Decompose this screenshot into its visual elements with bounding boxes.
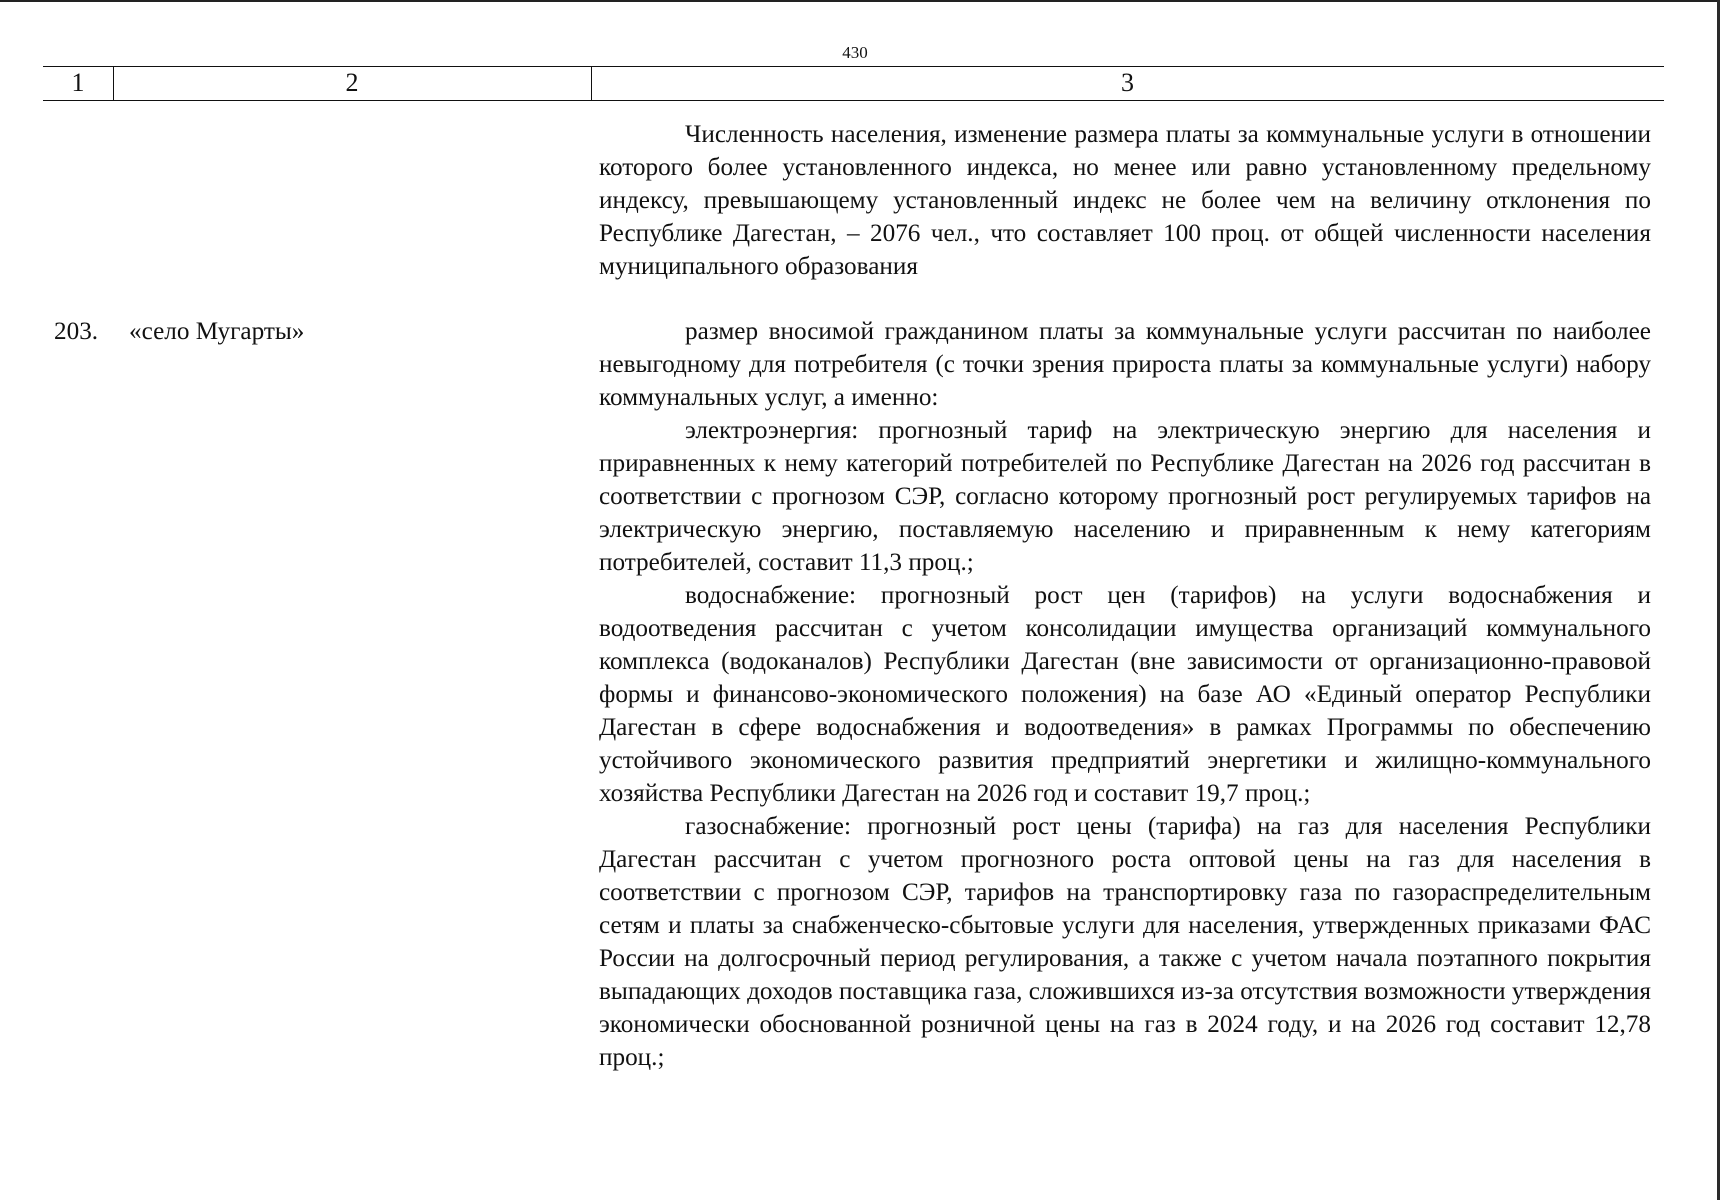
paragraph: электроэнергия: прогнозный тариф на электрическую энергию для населения и приравненных к нему категорий потребителей по Республике Дагестан на 2026 год рассчитан в соответствии с прогнозом СЭР, согласно которому прогнозный рост регулируемых тарифов на электрическую энергию, поставляемую населению и приравненным к нему категориям потребителей, составит 11,3 проц.; bbox=[599, 417, 1651, 576]
paragraph: газоснабжение: прогнозный рост цены (тарифа) на газ для населения Республики Дагестан рассчитан с учетом прогнозного роста оптовой цены на газ для населения в соответствии с прогнозом СЭР, тарифов на транспортировку газа по газораспределительным сетям и платы за снабженческо-сбытовые услуги для населения, утвержденных приказами ФАС России на долгосрочный период регулирования, а также с учетом начала поэтапного покрытия выпадающих доходов поставщика газа, сложившихся из-за отсутствия возможности утверждения экономически обоснованной розничной цены на газ в 2024 году, и на 2026 год составит 12,78 проц.; bbox=[599, 813, 1651, 1071]
paragraph: Численность населения, изменение размера платы за коммунальные услуги в отношении которого более установленного индекса, но менее или равно установленному предельному индексу, превышающему установленный индекс не более чем на величину отклонения по Республике Дагестан, – 2076 чел., что составляет 100 проц. от общей численности населения муниципального образования bbox=[599, 121, 1651, 280]
entry-text bbox=[599, 315, 1651, 1074]
page-number: 430 bbox=[842, 43, 868, 62]
entry-number: 203. bbox=[54, 318, 99, 345]
table-header-col-3: 3 bbox=[1121, 68, 1134, 97]
paragraph: водоснабжение: прогнозный рост цен (тарифов) на услуги водоснабжения и водоотведения рассчитан с учетом консолидации имущества организаций коммунального комплекса (водоканалов) Республики Дагестан (вне зависимости от организационно-правовой формы и финансово-экономического положения) на базе АО «Единый оператор Республики Дагестан в сфере водоснабжения и водоотведения» в рамках Программы по обеспечению устойчивого экономического развития предприятий энергетики и жилищно-коммунального хозяйства Республики Дагестан на 2026 год и составит 19,7 проц.; bbox=[599, 582, 1651, 807]
table-header-bottom-rule bbox=[43, 100, 1664, 101]
table-header-top-rule bbox=[43, 66, 1664, 67]
entry-name: «село Мугарты» bbox=[129, 318, 305, 345]
table-header-col-1: 1 bbox=[71, 68, 85, 97]
table-header-col-2: 2 bbox=[345, 68, 359, 97]
continuation-text bbox=[599, 118, 1651, 283]
scan-top-edge bbox=[0, 0, 1720, 2]
paragraph: размер вносимой гражданином платы за коммунальные услуги рассчитан по наиболее невыгодному для потребителя (с точки зрения прироста платы за коммунальные услуги) набору коммунальных услуг, а именно: bbox=[599, 318, 1651, 411]
